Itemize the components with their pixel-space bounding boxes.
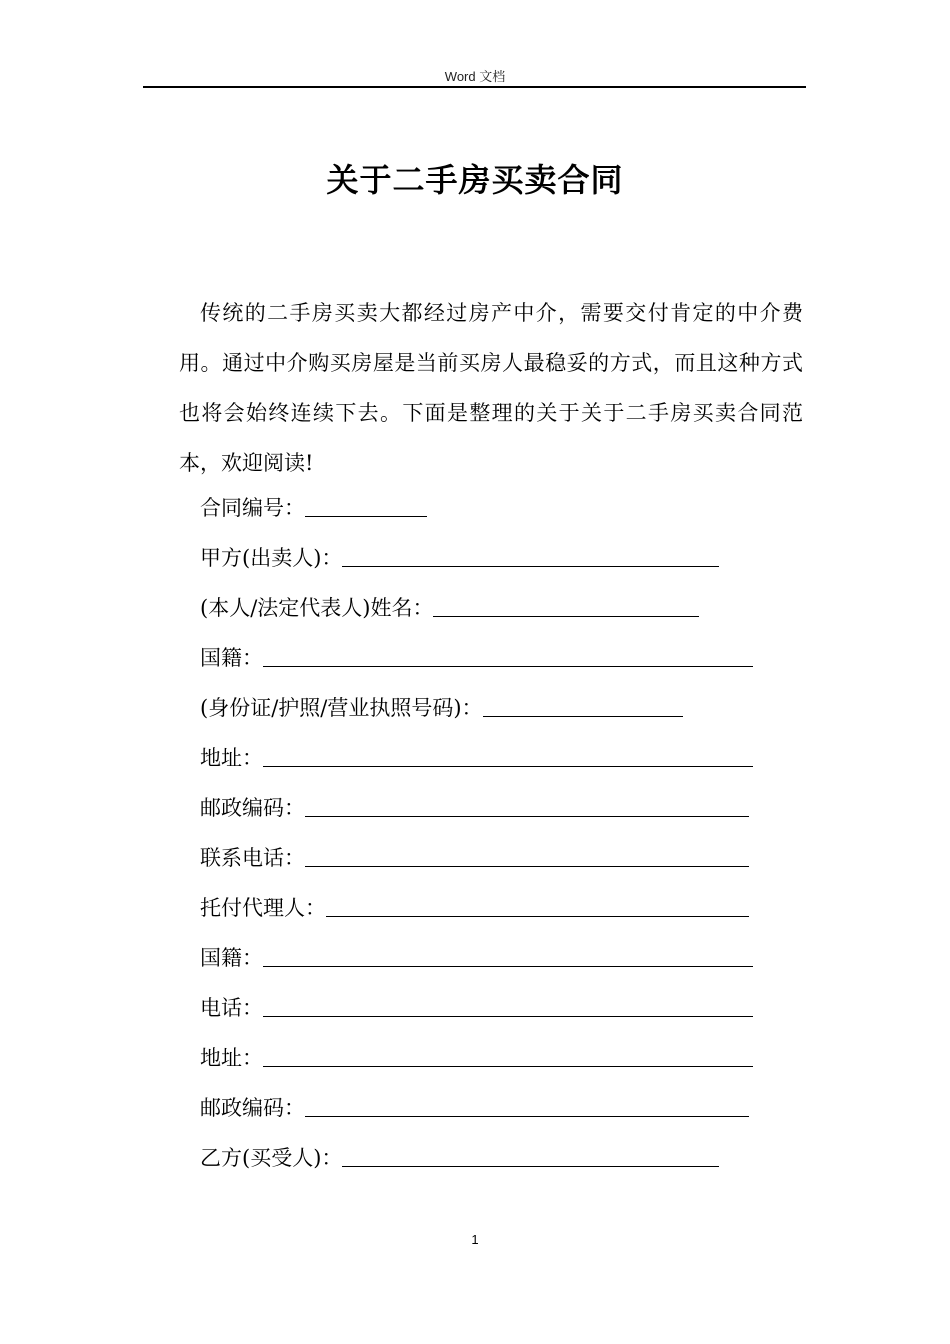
page-number: 1 <box>471 1232 479 1247</box>
fill-in-blank <box>305 1092 749 1117</box>
fill-in-blank <box>433 592 699 617</box>
field-party-a <box>200 538 800 588</box>
fill-in-blank <box>305 842 749 867</box>
field-label: 国籍： <box>200 646 263 670</box>
fill-in-blank <box>263 992 753 1017</box>
field-agent-address <box>200 1038 800 1088</box>
fill-in-blank <box>342 1142 719 1167</box>
field-agent-nationality <box>200 938 800 988</box>
field-label: 合同编号： <box>200 496 305 520</box>
fill-in-blank <box>263 942 753 967</box>
field-label: 联系电话： <box>200 846 305 870</box>
field-label: (本人/法定代表人)姓名： <box>200 596 434 620</box>
contract-fields <box>200 488 800 1188</box>
field-agent-postcode <box>200 1088 800 1138</box>
field-label: 地址： <box>200 1046 263 1070</box>
field-label: 邮政编码： <box>200 1096 305 1120</box>
field-agent <box>200 888 800 938</box>
fill-in-blank <box>483 692 683 717</box>
header-divider <box>143 86 806 88</box>
field-label: 国籍： <box>200 946 263 970</box>
fill-in-blank <box>326 892 749 917</box>
fill-in-blank <box>263 642 753 667</box>
field-label: 乙方(买受人)： <box>200 1146 343 1170</box>
field-label: 电话： <box>200 996 263 1020</box>
fill-in-blank <box>342 542 719 567</box>
field-label: 托付代理人： <box>200 896 326 920</box>
field-agent-phone <box>200 988 800 1038</box>
field-label: 邮政编码： <box>200 796 305 820</box>
field-party-a-name <box>200 588 800 638</box>
field-party-a-phone <box>200 838 800 888</box>
fill-in-blank <box>305 792 749 817</box>
fill-in-blank <box>263 1042 753 1067</box>
field-label: (身份证/护照/营业执照号码)： <box>200 696 483 720</box>
field-contract-number <box>200 488 800 538</box>
page-header: Word 文档 <box>444 69 506 84</box>
field-label: 甲方(出卖人)： <box>200 546 343 570</box>
field-party-b <box>200 1138 800 1188</box>
field-label: 地址： <box>200 746 263 770</box>
field-party-a-nationality <box>200 638 800 688</box>
intro-paragraph: 传统的二手房买卖大都经过房产中介，需要交付肯定的中介费用。通过中介购买房屋是当前买房人最稳妥的方式，而且这种方式也将会始终连续下去。下面是整理的关于关于二手房买卖合同范本，欢迎阅读! <box>179 301 803 475</box>
field-party-a-id <box>200 688 800 738</box>
document-title: 关于二手房买卖合同 <box>326 161 624 199</box>
field-party-a-address <box>200 738 800 788</box>
fill-in-blank <box>305 492 427 517</box>
field-party-a-postcode <box>200 788 800 838</box>
fill-in-blank <box>263 742 753 767</box>
